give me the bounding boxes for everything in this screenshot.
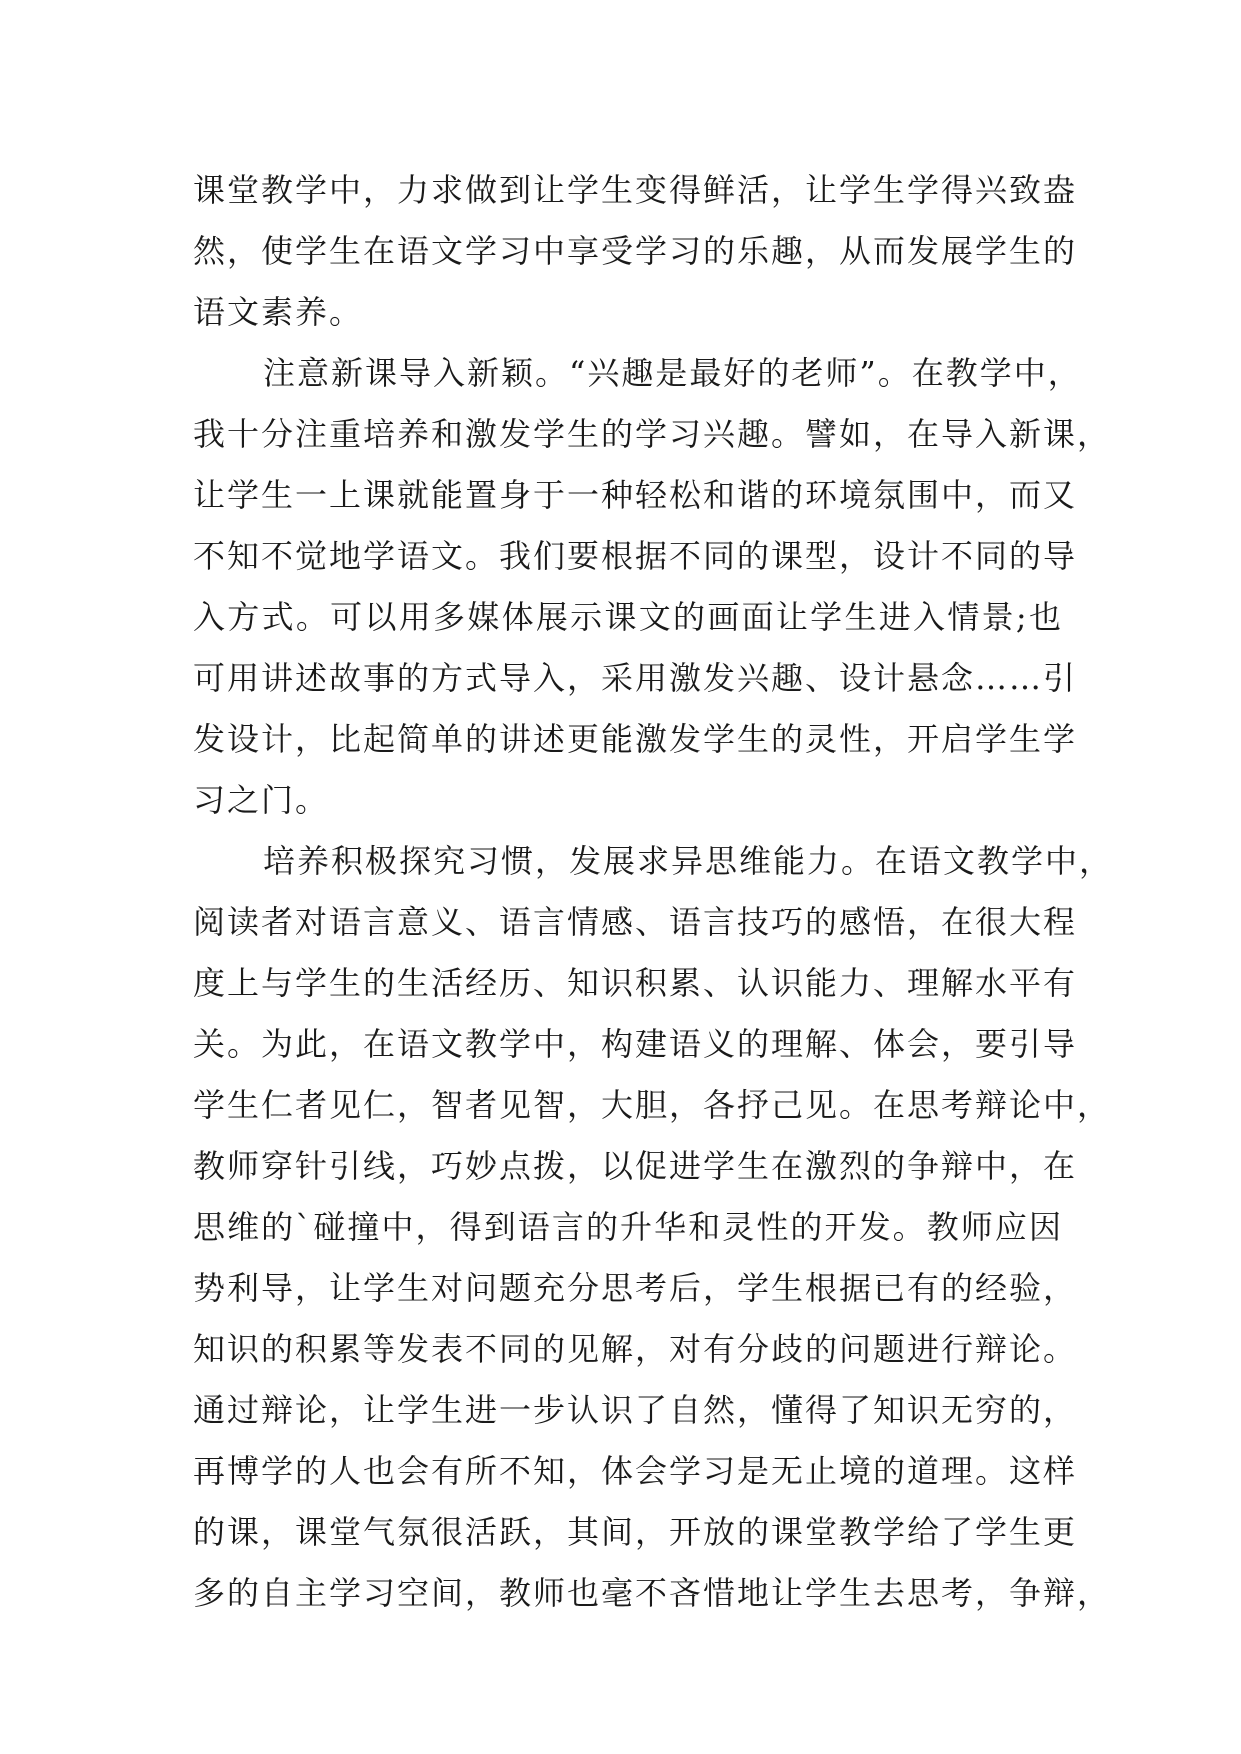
text-line: 可用讲述故事的方式导入，采用激发兴趣、设计悬念……引 bbox=[193, 659, 1078, 697]
text-line: 发设计，比起简单的讲述更能激发学生的灵性，开启学生学 bbox=[193, 720, 1078, 758]
text-line: 多的自主学习空间，教师也毫不吝惜地让学生去思考，争辩， bbox=[193, 1574, 1112, 1612]
text-line: 学生仁者见仁，智者见智，大胆，各抒己见。在思考辩论中， bbox=[193, 1086, 1112, 1124]
text-line: 关。为此，在语文教学中，构建语义的理解、体会，要引导 bbox=[193, 1025, 1078, 1063]
text-line: 入方式。可以用多媒体展示课文的画面让学生进入情景;也 bbox=[193, 598, 1063, 636]
text-line: 阅读者对语言意义、语言情感、语言技巧的感悟，在很大程 bbox=[193, 903, 1078, 941]
text-line: 不知不觉地学语文。我们要根据不同的课型，设计不同的导 bbox=[193, 537, 1078, 575]
text-line: 语文素养。 bbox=[193, 293, 364, 331]
text-line: 习之门。 bbox=[193, 781, 330, 819]
text-line: 课堂教学中，力求做到让学生变得鲜活，让学生学得兴致盎 bbox=[193, 171, 1078, 209]
text-line: 我十分注重培养和激发学生的学习兴趣。譬如，在导入新课， bbox=[193, 415, 1112, 453]
text-line-indented: 培养积极探究习惯，发展求异思维能力。在语文教学中， bbox=[263, 842, 1114, 880]
text-line: 势利导，让学生对问题充分思考后，学生根据已有的经验， bbox=[193, 1269, 1078, 1307]
text-line: 度上与学生的生活经历、知识积累、认识能力、理解水平有 bbox=[193, 964, 1078, 1002]
text-line: 再博学的人也会有所不知，体会学习是无止境的道理。这样 bbox=[193, 1452, 1078, 1490]
text-line: 知识的积累等发表不同的见解，对有分歧的问题进行辩论。 bbox=[193, 1330, 1078, 1368]
text-line: 思维的`碰撞中，得到语言的升华和灵性的开发。教师应因 bbox=[193, 1208, 1063, 1246]
text-line: 的课，课堂气氛很活跃，其间，开放的课堂教学给了学生更 bbox=[193, 1513, 1078, 1551]
text-line: 通过辩论，让学生进一步认识了自然，懂得了知识无穷的， bbox=[193, 1391, 1078, 1429]
text-line-indented: 注意新课导入新颖。“兴趣是最好的老师”。在教学中， bbox=[263, 354, 1082, 392]
body-text bbox=[193, 160, 1114, 1624]
text-line: 然，使学生在语文学习中享受学习的乐趣，从而发展学生的 bbox=[193, 232, 1078, 270]
text-line: 让学生一上课就能置身于一种轻松和谐的环境氛围中，而又 bbox=[193, 476, 1078, 514]
text-line: 教师穿针引线，巧妙点拨，以促进学生在激烈的争辩中，在 bbox=[193, 1147, 1078, 1185]
